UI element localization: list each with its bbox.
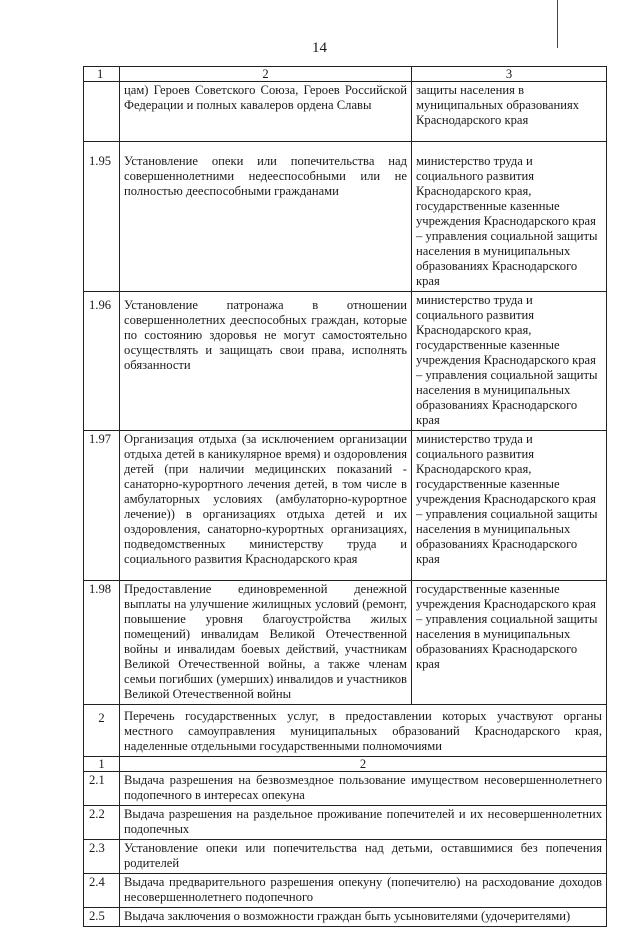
service-name: Выдача разрешения на безвозмездное пользование имуществом несовершеннолетнего подопечного в интересах опекуна — [120, 772, 607, 806]
executor-name: министерство труда и социального развития Краснодарского края, государственные казенные учреждения Краснодарского края – управления социальной защиты населения в муниципальных образованиях Краснодарского края — [412, 142, 607, 292]
section-number: 2 — [84, 705, 120, 757]
table-row — [84, 840, 607, 874]
table-row — [84, 292, 607, 431]
service-name: Установление патронажа в отношении совершеннолетних дееспособных граждан, которые по состоянию здоровья не могут самостоятельно осуществлять и защищать свои права, исполнять обязанности — [120, 292, 412, 431]
row-number: 2.5 — [84, 908, 120, 927]
row-number: 1.96 — [84, 292, 120, 431]
services-table — [83, 66, 607, 927]
section-row — [84, 705, 607, 757]
table2-header-row — [84, 757, 607, 772]
table-row — [84, 806, 607, 840]
table-header-row — [84, 67, 607, 82]
table-row — [84, 908, 607, 927]
table-row — [84, 772, 607, 806]
row-number: 2.1 — [84, 772, 120, 806]
row-number: 2.3 — [84, 840, 120, 874]
service-name: Установление опеки или попечительства над детьми, оставшимися без попечения родителей — [120, 840, 607, 874]
header2-col-1: 1 — [84, 757, 120, 772]
row-number: 2.4 — [84, 874, 120, 908]
service-name: Установление опеки или попечительства над совершеннолетними недееспособными или не полностью дееспособными гражданами — [120, 142, 412, 292]
service-name: Выдача предварительного разрешения опекуну (попечителю) на расходование доходов несовершеннолетнего подопечного — [120, 874, 607, 908]
row-number — [84, 82, 120, 142]
executor-name: государственные казенные учреждения Краснодарского края – управления социальной защиты населения в муниципальных образованиях Краснодарского края — [412, 581, 607, 705]
service-name: Организация отдыха (за исключением организации отдыха детей в каникулярное время) и оздоровления детей (при наличии медицинских показаний - санаторно-курортного лечения детей, в том числе в амбулаторных условиях (амбулаторно-курортное лечение)) в организациях отдыха детей и их оздоровления, санаторно-курортных организациях, подведомственных министерству труда и социального развития Краснодарского края — [120, 431, 412, 581]
section-title: Перечень государственных услуг, в предоставлении которых участвуют органы местного самоуправления муниципальных образований Краснодарского края, наделенные отдельными государственными полномочиями — [120, 705, 607, 757]
row-number: 1.97 — [84, 431, 120, 581]
table-row — [84, 82, 607, 142]
table-row — [84, 874, 607, 908]
service-name: цам) Героев Советского Союза, Героев Российской Федерации и полных кавалеров ордена Славы — [120, 82, 412, 142]
service-name: Выдача заключения о возможности граждан быть усыновителями (удочерителями) — [120, 908, 607, 927]
header-col-1: 1 — [84, 67, 120, 82]
executor-name: министерство труда и социального развития Краснодарского края, государственные казенные учреждения Краснодарского края – управления социальной защиты населения в муниципальных образованиях Краснодарского края — [412, 292, 607, 431]
header2-col-2: 2 — [120, 757, 607, 772]
executor-name: защиты населения в муниципальных образованиях Краснодарского края — [412, 82, 607, 142]
service-name: Выдача разрешения на раздельное проживание попечителей и их несовершеннолетних подопечных — [120, 806, 607, 840]
executor-name: министерство труда и социального развития Краснодарского края, государственные казенные учреждения Краснодарского края – управления социальной защиты населения в муниципальных образованиях Краснодарского края — [412, 431, 607, 581]
service-name: Предоставление единовременной денежной выплаты на улучшение жилищных условий (ремонт, повышение уровня благоустройства жилых помещений) инвалидам Великой Отечественной войны и инвалидам боевых действий, участникам Великой Отечественной войны, а также членам семьи погибших (умерших) инвалидов и участников Великой Отечественной войны — [120, 581, 412, 705]
header-col-2: 2 — [120, 67, 412, 82]
table-row — [84, 142, 607, 292]
table-row — [84, 581, 607, 705]
row-number: 1.98 — [84, 581, 120, 705]
row-number: 2.2 — [84, 806, 120, 840]
row-number: 1.95 — [84, 142, 120, 292]
table-row — [84, 431, 607, 581]
header-col-3: 3 — [412, 67, 607, 82]
page-number: 14 — [312, 40, 327, 56]
